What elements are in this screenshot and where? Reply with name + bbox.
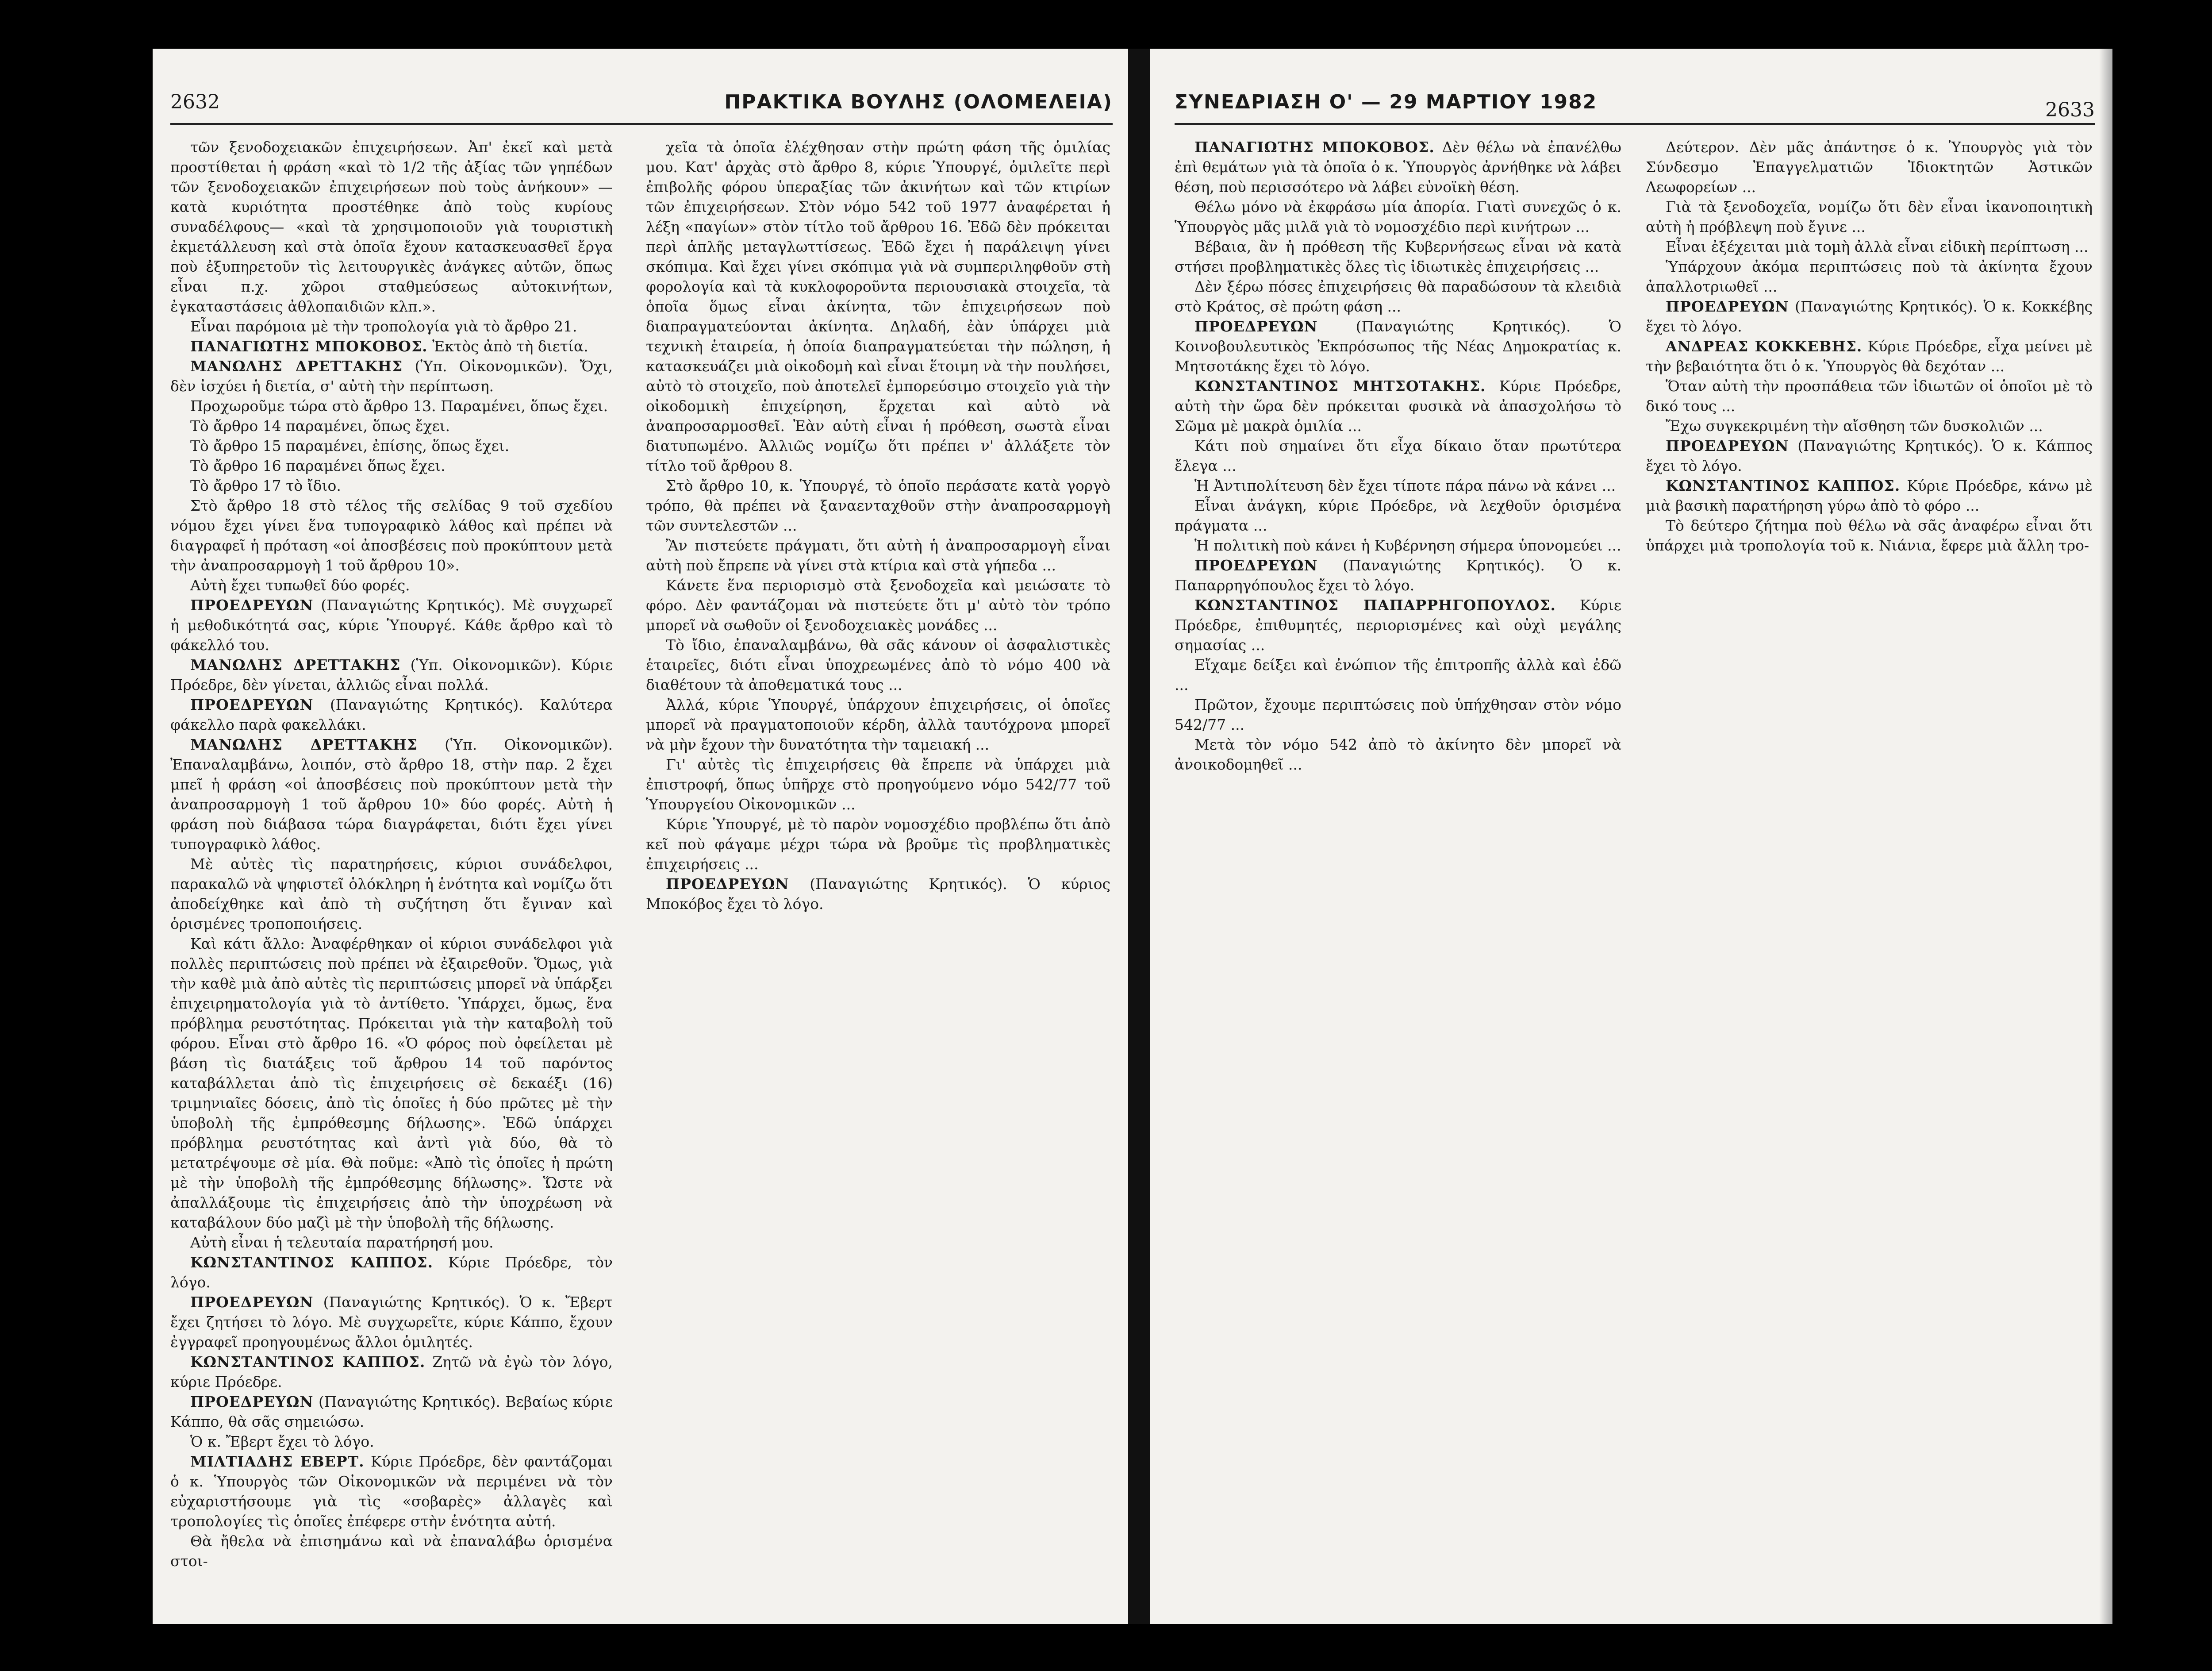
paragraph-text: Τὸ ἄρθρο 15 παραμένει, ἐπίσης, ὅπως ἔχει. bbox=[190, 437, 510, 454]
paragraph bbox=[646, 476, 1110, 535]
speaker-name: ΠΡΟΕΔΡΕΥΩΝ bbox=[666, 875, 789, 893]
paragraph bbox=[170, 1432, 613, 1452]
paragraph bbox=[646, 814, 1110, 874]
paragraph-text: Εἶναι ἐξέχειται μιὰ τομὴ ἀλλὰ εἶναι εἰδικὴ περίπτωση ... bbox=[1666, 238, 2089, 255]
paragraph-text: Μετὰ τὸν νόμο 542 ἀπὸ τὸ ἀκίνητο δὲν μπορεῖ νὰ ἀνοικοδομηθεῖ ... bbox=[1175, 736, 1621, 773]
paragraph-text: (Παναγιώτης Κρητικός). Ὁ κύριος Μποκόβος ἔχει τὸ λόγο. bbox=[646, 875, 1110, 913]
paragraph-text: χεῖα τὰ ὁποῖα ἐλέχθησαν στὴν πρώτη φάση τῆς ὁμιλίας μου. Κατ' ἀρχὰς στὸ ἄρθρο 8, κύριε Ὑπουργέ, ὁμιλεῖτε περὶ ἐπιβολῆς φόρου ὑπεραξίας τῶν ἀκινήτων καὶ τῶν κτιρίων τῶν ἐπιχειρήσεων. Στὸν νόμο 542 τοῦ 1977 ἀναφέρεται ἡ λέξη «παγίων» στὸν τίτλο τοῦ ἄρθρου 16. Ἐδῶ δὲν πρόκειται περὶ ἁπλῆς μεταγλωττίσεως. Ἐδῶ ἔχει ἡ παράλειψη γίνει σκόπιμα. Καὶ ἔχει γίνει σκόπιμα γιὰ νὰ συμπεριληφθοῦν στὴ φορολογία καὶ τὰ κυκλοφοροῦντα περιουσιακὰ στοιχεῖα, τὰ ὁποῖα ὅμως εἶναι ἀκίνητα, τῶν ἐπιχειρήσεων ποὺ διαπραγματεύονται ἀκίνητα. Δηλαδή, ἐὰν ὑπάρχει μιὰ τεχνικὴ ἑταιρεία, ἡ ὁποία διαπραγματεύεται τὴν πώληση, ἡ κατασκευάζει μιὰ οἰκοδομὴ καὶ εἶναι ἕτοιμη νὰ τὴν πουλήσει, αὐτὸ τὸ στοιχεῖο, ποὺ ἀποτελεῖ ἐμπορεύσιμο στοιχεῖο γιὰ τὴν οἰκοδομικὴ ἐπιχείρηση, ἔρχεται καὶ αὐτὸ νὰ ἀναπροσαρμοσθεῖ. Ἐὰν αὐτὴ εἶναι ἡ πρόθεση, σωστὰ εἶναι διατυπωμένο. Ἀλλιῶς νομίζω ὅτι πρέπει ν' ἀλλάξετε τὸν τίτλο τοῦ ἄρθρου 8. bbox=[646, 139, 1110, 474]
paragraph bbox=[170, 854, 613, 934]
paragraph bbox=[1646, 237, 2093, 257]
paragraph bbox=[170, 436, 613, 456]
left-page bbox=[153, 49, 1128, 1624]
speaker-name: ΠΡΟΕΔΡΕΥΩΝ bbox=[190, 597, 314, 614]
paragraph bbox=[170, 416, 613, 436]
speaker-name: ΠΑΝΑΓΙΩΤΗΣ ΜΠΟΚΟΒΟΣ. bbox=[1194, 139, 1435, 156]
speaker-name: ΠΡΟΕΔΡΕΥΩΝ bbox=[1666, 437, 1789, 454]
paragraph bbox=[1175, 436, 1621, 476]
right-column-1 bbox=[1175, 137, 1621, 1580]
paragraph-text: Τὸ ἄρθρο 16 παραμένει ὅπως ἔχει. bbox=[190, 457, 445, 474]
paragraph-text: Ζητῶ νὰ ἐγὼ τὸν λόγο, κύριε Πρόεδρε. bbox=[170, 1353, 613, 1390]
paragraph-text: (Παναγιώτης Κρητικός). Ὁ κ. Ἔβερτ ἔχει ζητήσει τὸ λόγο. Μὲ συγχωρεῖτε, κύριε Κάππο, ἔχουν ἐγγραφεῖ προηγουμένως ἄλλοι ὁμιλητές. bbox=[170, 1294, 613, 1351]
paragraph bbox=[1646, 516, 2093, 555]
paragraph-text: (Παναγιώτης Κρητικός). Βεβαίως κύριε Κάππο, θὰ σᾶς σημειώσω. bbox=[170, 1393, 613, 1430]
paragraph-text: Βέβαια, ἂν ἡ πρόθεση τῆς Κυβερνήσεως εἶναι νὰ κατὰ στήσει προβληματικὲς ὅλες τὶς ἰδιωτικὲς ἐπιχειρήσεις ... bbox=[1175, 238, 1621, 275]
paragraph bbox=[1175, 695, 1621, 735]
paragraph-text: (Παναγιώτης Κρητικός). Ὁ κ. Παπαρρηγόπουλος ἔχει τὸ λόγο. bbox=[1175, 557, 1621, 594]
paragraph-text: Κάτι ποὺ σημαίνει ὅτι εἶχα δίκαιο ὅταν πρωτύτερα ἔλεγα ... bbox=[1175, 437, 1621, 474]
paragraph bbox=[170, 336, 613, 356]
paragraph bbox=[1175, 277, 1621, 316]
paragraph-text: Τὸ δεύτερο ζήτημα ποὺ θέλω νὰ σᾶς ἀναφέρω εἶναι ὅτι ὑπάρχει μιὰ τροπολογία τοῦ κ. Νιάνια, ἔφερε μιὰ ἄλλη τρο- bbox=[1646, 517, 2093, 554]
paragraph-text: (Παναγιώτης Κρητικός). Ὁ κ. Κάππος ἔχει τὸ λόγο. bbox=[1646, 437, 2093, 474]
paragraph bbox=[170, 735, 613, 854]
paragraph bbox=[1646, 336, 2093, 376]
paragraph-text: Κύριε Πρόεδρε, δὲν φαντάζομαι ὁ κ. Ὑπουργὸς τῶν Οἰκονομικῶν νὰ περιμένει νὰ τὸν εὐχαριστήσουμε γιὰ τὶς «σοβαρὲς» ἀλλαγὲς καὶ τροπολογίες τὶς ὁποῖες ἐπέφερε στὴν ἑνότητα αὐτή. bbox=[170, 1453, 613, 1530]
speaker-name: ΚΩΝΣΤΑΝΤΙΝΟΣ ΚΑΠΠΟΣ. bbox=[190, 1254, 434, 1271]
paragraph bbox=[646, 635, 1110, 695]
paragraph-text: Αὐτὴ εἶναι ἡ τελευταία παρατήρησή μου. bbox=[190, 1234, 494, 1251]
paragraph bbox=[1646, 257, 2093, 296]
paragraph-text: Ὁ κ. Ἔβερτ ἔχει τὸ λόγο. bbox=[190, 1433, 374, 1450]
paragraph bbox=[646, 755, 1110, 814]
paragraph-text: (Παναγιώτης Κρητικός). Καλύτερα φάκελλο παρὰ φακελλάκι. bbox=[170, 696, 613, 733]
right-column-2 bbox=[1646, 137, 2093, 1580]
paragraph bbox=[170, 1232, 613, 1252]
left-column-1 bbox=[170, 137, 613, 1580]
paragraph-text: Θέλω μόνο νὰ ἐκφράσω μία ἀπορία. Γιατὶ συνεχῶς ὁ κ. Ὑπουργὸς μᾶς μιλᾶ γιὰ τὸ νομοσχέδιο περὶ κινήτρων ... bbox=[1175, 198, 1621, 235]
paragraph-text: Εἶναι ἀνάγκη, κύριε Πρόεδρε, νὰ λεχθοῦν ὁρισμένα πράγματα ... bbox=[1175, 497, 1621, 534]
paragraph-text: Κύριε Πρόεδρε, εἶχα μείνει μὲ τὴν βεβαιότητα ὅτι ὁ κ. Ὑπουργὸς θὰ δεχόταν ... bbox=[1646, 338, 2093, 375]
paragraph bbox=[1175, 476, 1621, 496]
right-header-rule bbox=[1175, 123, 2095, 125]
paragraph bbox=[170, 1452, 613, 1531]
paragraph bbox=[646, 137, 1110, 476]
speaker-name: ΠΡΟΕΔΡΕΥΩΝ bbox=[190, 1294, 314, 1311]
paragraph-text: (Παναγιώτης Κρητικός). Μὲ συγχωρεῖ ἡ μεθοδικότητά σας, κύριε Ὑπουργέ. Κάθε ἄρθρο καὶ τὸ φάκελλό του. bbox=[170, 597, 613, 654]
paragraph bbox=[170, 655, 613, 695]
paragraph-text: Εἴχαμε δείξει καὶ ἐνώπιον τῆς ἐπιτροπῆς ἀλλὰ καὶ ἐδῶ ... bbox=[1175, 656, 1621, 693]
paragraph bbox=[170, 1352, 613, 1392]
paragraph bbox=[170, 1252, 613, 1292]
paragraph bbox=[170, 695, 613, 735]
paragraph bbox=[646, 535, 1110, 575]
paragraph bbox=[170, 356, 613, 396]
paragraph bbox=[1175, 197, 1621, 237]
paragraph bbox=[1646, 436, 2093, 476]
right-running-title: ΣΥΝΕΔΡΙΑΣΗ Ο' — 29 ΜΑΡΤΙΟΥ 1982 bbox=[1175, 91, 1598, 113]
paragraph-text: (Ὑπ. Οἰκονομικῶν). Ἐπαναλαμβάνω, λοιπόν, στὸ ἄρθρο 18, στὴν παρ. 2 ἔχει μπεῖ ἡ φράση «οἱ ἀποσβέσεις ποὺ προκύπτουν μετὰ τὴν ἀναπροσαρμογὴ 1 τοῦ ἄρθρου 10» δύο φορές. Αὐτὴ ἡ φράση ποὺ διάβασα τώρα διαγράφεται, διότι ἔχει γίνει τυπογραφικὸ λάθος. bbox=[170, 736, 613, 853]
right-page-edge-shadow bbox=[2099, 49, 2112, 1624]
paragraph bbox=[170, 1292, 613, 1352]
speaker-name: ΠΡΟΕΔΡΕΥΩΝ bbox=[1194, 557, 1318, 574]
paragraph-text: (Παναγιώτης Κρητικός). Ὁ Κοινοβουλευτικὸς Ἐκπρόσωπος τῆς Νέας Δημοκρατίας κ. Μητσοτάκης ἔχει τὸ λόγο. bbox=[1175, 318, 1621, 375]
paragraph bbox=[1646, 416, 2093, 436]
speaker-name: ΚΩΝΣΤΑΝΤΙΝΟΣ ΜΗΤΣΟΤΑΚΗΣ. bbox=[1194, 377, 1486, 395]
left-running-title: ΠΡΑΚΤΙΚΑ ΒΟΥΛΗΣ (ΟΛΟΜΕΛΕΙΑ) bbox=[724, 91, 1113, 113]
paragraph-text: Θὰ ἤθελα νὰ ἐπισημάνω καὶ νὰ ἐπαναλάβω ὁρισμένα στοι- bbox=[170, 1532, 613, 1570]
paragraph-text: τῶν ξενοδοχειακῶν ἐπιχειρήσεων. Ἀπ' ἐκεῖ καὶ μετὰ προστίθεται ἡ φράση «καὶ τὸ 1/2 τῆς ἀξίας τῶν γηπέδων τῶν ξενοδοχειακῶν ἐπιχειρήσεων ποὺ τοὺς ἀνήκουν» —κατὰ κυριότητα προστέθηκε ἀπὸ τοὺς κυρίους συναδέλφους— «καὶ τὰ χρησιμοποιοῦν γιὰ τουριστικὴ ἐκμετάλλευση καὶ στὰ ὁποῖα ἔχουν κατασκευασθεῖ ἔργα ποὺ ἐξυπηρετοῦν τὶς λειτουργικὲς ἀνάγκες αὐτῶν, ὅπως εἶναι π.χ. χῶροι σταθμεύσεως αὐτοκινήτων, ἐγκαταστάσεις ἀθλοπαιδιῶν κλπ.». bbox=[170, 139, 613, 315]
paragraph-text: Αὐτὴ ἔχει τυπωθεῖ δύο φορές. bbox=[190, 577, 410, 594]
paragraph-text: Πρῶτον, ἔχουμε περιπτώσεις ποὺ ὑπήχθησαν στὸν νόμο 542/77 ... bbox=[1175, 696, 1621, 733]
paragraph-text: Γι' αὐτὲς τὶς ἐπιχειρήσεις θὰ ἔπρεπε νὰ ὑπάρχει μιὰ ἐπιστροφή, ὅπως ὑπῆρχε στὸ προηγούμενο νόμο 542/77 τοῦ Ὑπουργείου Οἰκονομικῶν ... bbox=[646, 756, 1110, 813]
paragraph bbox=[170, 396, 613, 416]
paragraph bbox=[170, 934, 613, 1232]
right-page bbox=[1150, 49, 2112, 1624]
paragraph bbox=[1646, 137, 2093, 197]
paragraph bbox=[170, 1531, 613, 1571]
speaker-name: ΠΡΟΕΔΡΕΥΩΝ bbox=[1666, 298, 1789, 315]
book-spine bbox=[1128, 49, 1150, 1624]
speaker-name: ΠΡΟΕΔΡΕΥΩΝ bbox=[190, 1393, 314, 1410]
speaker-name: ΚΩΝΣΤΑΝΤΙΝΟΣ ΚΑΠΠΟΣ. bbox=[1666, 477, 1901, 494]
paragraph-text: (Ὑπ. Οἰκονομικῶν). Ὄχι, δὲν ἰσχύει ἡ διετία, σ' αὐτὴ τὴν περίπτωση. bbox=[170, 358, 613, 395]
paragraph bbox=[1175, 655, 1621, 695]
paragraph bbox=[1175, 535, 1621, 555]
left-running-head bbox=[153, 91, 1128, 122]
paragraph bbox=[1646, 376, 2093, 416]
right-running-head bbox=[1150, 91, 2112, 122]
speaker-name: ΜΑΝΩΛΗΣ ΔΡΕΤΤΑΚΗΣ bbox=[190, 656, 401, 674]
speaker-name: ΚΩΝΣΤΑΝΤΙΝΟΣ ΠΑΠΑΡΡΗΓΟΠΟΥΛΟΣ. bbox=[1194, 597, 1556, 614]
paragraph-text: Ἀλλά, κύριε Ὑπουργέ, ὑπάρχουν ἐπιχειρήσεις, οἱ ὁποῖες μπορεῖ νὰ πραγματοποιοῦν κέρδη, ἀλλὰ ταυτόχρονα μπορεῖ νὰ μὴν ἔχουν τὴν δυνατότητα τὴν ταμειακή ... bbox=[646, 696, 1110, 753]
paragraph bbox=[646, 874, 1110, 914]
paragraph bbox=[1175, 316, 1621, 376]
paragraph-text: Δεύτερον. Δὲν μᾶς ἀπάντησε ὁ κ. Ὑπουργὸς γιὰ τὸν Σύνδεσμο Ἐπαγγελματιῶν Ἰδιοκτητῶν Ἀστικῶν Λεωφορείων ... bbox=[1646, 139, 2093, 196]
paragraph-text: (Ὑπ. Οἰκονομικῶν). Κύριε Πρόεδρε, δὲν γίνεται, ἀλλιῶς εἶναι πολλά. bbox=[170, 656, 613, 693]
paragraph-text: Ἂν πιστεύετε πράγματι, ὅτι αὐτὴ ἡ ἀναπροσαρμογὴ εἶναι αὐτὴ ποὺ ἔπρεπε νὰ γίνει στὰ κτίρια καὶ στὰ γήπεδα ... bbox=[646, 537, 1110, 574]
left-column-2 bbox=[646, 137, 1110, 1580]
paragraph-text: Κύριε Πρόεδρε, ἐπιθυμητές, περιορισμένες καὶ οὐχὶ μεγάλης σημασίας ... bbox=[1175, 597, 1621, 654]
paragraph-text: Μὲ αὐτὲς τὶς παρατηρήσεις, κύριοι συνάδελφοι, παρακαλῶ νὰ ψηφιστεῖ ὁλόκληρη ἡ ἑνότητα καὶ νομίζω ὅτι ἀποδείχθηκε καὶ ἀπὸ τὴ συζήτηση ὅτι ἔγιναν καὶ ὁρισμένες τροποποιήσεις. bbox=[170, 855, 613, 932]
paragraph bbox=[170, 496, 613, 575]
paragraph bbox=[646, 695, 1110, 755]
paragraph bbox=[170, 316, 613, 336]
paragraph bbox=[170, 575, 613, 595]
speaker-name: ΑΝΔΡΕΑΣ ΚΟΚΚΕΒΗΣ. bbox=[1666, 338, 1863, 355]
speaker-name: ΚΩΝΣΤΑΝΤΙΝΟΣ ΚΑΠΠΟΣ. bbox=[190, 1353, 426, 1371]
paragraph-text: Προχωροῦμε τώρα στὸ ἄρθρο 13. Παραμένει, ὅπως ἔχει. bbox=[190, 397, 608, 415]
paragraph bbox=[1646, 476, 2093, 516]
paragraph-text: Ἡ πολιτικὴ ποὺ κάνει ἡ Κυβέρνηση σήμερα ὑπονομεύει ... bbox=[1194, 537, 1621, 554]
paragraph-text: Κύριε Πρόεδρε, αὐτὴ τὴν ὥρα δὲν πρόκειται φυσικὰ νὰ ἀπασχολήσω τὸ Σῶμα μὲ μακρὰ ὁμιλία ... bbox=[1175, 377, 1621, 435]
paragraph bbox=[170, 1392, 613, 1432]
paragraph bbox=[170, 476, 613, 496]
paragraph-text: Τὸ ἄρθρο 17 τὸ ἴδιο. bbox=[190, 477, 341, 494]
paragraph bbox=[170, 595, 613, 655]
speaker-name: ΜΙΛΤΙΑΔΗΣ ΕΒΕΡΤ. bbox=[190, 1453, 365, 1470]
paragraph bbox=[1175, 496, 1621, 535]
speaker-name: ΜΑΝΩΛΗΣ ΔΡΕΤΤΑΚΗΣ bbox=[190, 358, 403, 375]
speaker-name: ΠΑΝΑΓΙΩΤΗΣ ΜΠΟΚΟΒΟΣ. bbox=[190, 338, 428, 355]
paragraph-text: Δὲν ξέρω πόσες ἐπιχειρήσεις θὰ παραδώσουν τὰ κλειδιὰ στὸ Κράτος, σὲ πρώτη φάση ... bbox=[1175, 278, 1621, 315]
paragraph bbox=[646, 575, 1110, 635]
paragraph-text: Τὸ ἄρθρο 14 παραμένει, ὅπως ἔχει. bbox=[190, 417, 450, 435]
left-header-rule bbox=[170, 123, 1113, 125]
paragraph bbox=[170, 137, 613, 316]
paragraph-text: Στὸ ἄρθρο 10, κ. Ὑπουργέ, τὸ ὁποῖο περάσατε κατὰ γοργὸ τρόπο, θὰ πρέπει νὰ ξαναενταχθοῦν στὴν ἀναπροσαρμογὴ τῶν συντελεστῶν ... bbox=[646, 477, 1110, 534]
paragraph-text: Ὑπάρχουν ἀκόμα περιπτώσεις ποὺ τὰ ἀκίνητα ἔχουν ἀπαλλοτριωθεῖ ... bbox=[1646, 258, 2093, 295]
left-page-number: 2632 bbox=[170, 91, 220, 113]
paragraph bbox=[1175, 376, 1621, 436]
paragraph bbox=[1175, 237, 1621, 277]
paragraph-text: Στὸ ἄρθρο 18 στὸ τέλος τῆς σελίδας 9 τοῦ σχεδίου νόμου ἔχει γίνει ἕνα τυπογραφικὸ λάθος καὶ πρέπει νὰ διαγραφεῖ ἡ πρόταση «οἱ ἀποσβέσεις ποὺ προκύπτουν μετὰ τὴν ἀναπροσαρμογὴ 1 τοῦ ἄρθρου 10». bbox=[170, 497, 613, 574]
paragraph-text: Ἐκτὸς ἀπὸ τὴ διετία. bbox=[432, 338, 588, 355]
paragraph-text: (Παναγιώτης Κρητικός). Ὁ κ. Κοκκέβης ἔχει τὸ λόγο. bbox=[1646, 298, 2093, 335]
paragraph-text: Γιὰ τὰ ξενοδοχεῖα, νομίζω ὅτι δὲν εἶναι ἱκανοποιητικὴ αὐτὴ ἡ πρόβλεψη ποὺ ἔγινε ... bbox=[1646, 198, 2093, 235]
paragraph bbox=[1646, 197, 2093, 237]
paragraph-text: Κύριε Πρόεδρε, τὸν λόγο. bbox=[170, 1254, 613, 1291]
right-page-number: 2633 bbox=[2045, 99, 2095, 121]
speaker-name: ΜΑΝΩΛΗΣ ΔΡΕΤΤΑΚΗΣ bbox=[190, 736, 418, 753]
paragraph bbox=[1175, 595, 1621, 655]
paragraph bbox=[170, 456, 613, 476]
paragraph-text: Καὶ κάτι ἄλλο: Ἀναφέρθηκαν οἱ κύριοι συνάδελφοι γιὰ πολλὲς περιπτώσεις ποὺ πρέπει νὰ ἐξαιρεθοῦν. Ὅμως, γιὰ τὴν καθὲ μιὰ ἀπὸ αὐτὲς τὶς περιπτώσεις μπορεῖ νὰ ὑπάρξει ἐπιχειρηματολογία γιὰ τὸ ἀντίθετο. Ὑπάρχει, ὅμως, ἕνα πρόβλημα ρευστότητας. Πρόκειται γιὰ τὴν καταβολὴ τοῦ φόρου. Εἶναι στὸ ἄρθρο 16. «Ὁ φόρος ποὺ ὀφείλεται μὲ βάση τὶς διατάξεις τοῦ ἄρθρου 14 τοῦ παρόντος καταβάλλεται ἀπὸ τὶς ἐπιχειρήσεις σὲ δεκαέξι (16) τριμηνιαῖες δόσεις, ἀπὸ τὶς ὁποῖες ἡ δύο πρῶτες μὲ τὴν ὑποβολὴ τῆς ἐμπρόθεσμης δήλωσης». Ἐδῶ ὑπάρχει πρόβλημα ρευστότητας καὶ ἀντὶ γιὰ δύο, θὰ τὸ μετατρέψουμε σὲ μία. Θὰ ποῦμε: «Ἀπὸ τὶς ὁποῖες ἡ πρώτη μὲ τὴν ὑποβολὴ τῆς ἐμπρόθεσμης δήλωσης». Ὥστε νὰ ἀπαλλάξουμε τὶς ἐπιχειρήσεις ἀπὸ τὴν ὑποχρέωση νὰ καταβάλουν δύο μαζὶ μὲ τὴν ὑποβολὴ τῆς δήλωσης. bbox=[170, 935, 613, 1231]
paragraph-text: Δὲν θέλω νὰ ἐπανέλθω ἐπὶ θεμάτων γιὰ τὰ ὁποῖα ὁ κ. Ὑπουργὸς ἀρνήθηκε νὰ λάβει θέση, ποὺ περισσότερο νὰ λάβει εὐνοϊκὴ θέση. bbox=[1175, 139, 1621, 196]
speaker-name: ΠΡΟΕΔΡΕΥΩΝ bbox=[1194, 318, 1318, 335]
paragraph-text: Ἡ Ἀντιπολίτευση δὲν ἔχει τίποτε πάρα πάνω νὰ κάνει ... bbox=[1194, 477, 1616, 494]
paragraph bbox=[1175, 735, 1621, 774]
paragraph-text: Κύριε Ὑπουργέ, μὲ τὸ παρὸν νομοσχέδιο προβλέπω ὅτι ἀπὸ κεῖ ποὺ φάγαμε μέχρι τώρα νὰ βροῦμε τὶς προβληματικὲς ἐπιχειρήσεις ... bbox=[646, 816, 1110, 873]
paragraph bbox=[1175, 555, 1621, 595]
paragraph-text: Τὸ ἴδιο, ἐπαναλαμβάνω, θὰ σᾶς κάνουν οἱ ἀσφαλιστικὲς ἑταιρεῖες, διότι εἶναι ὑποχρεωμένες ἀπὸ τὸ νόμο 400 νὰ διαθέτουν τὰ ἀποθεματικά τους ... bbox=[646, 636, 1110, 693]
paragraph-text: Ὅταν αὐτὴ τὴν προσπάθεια τῶν ἰδιωτῶν οἱ ὁποῖοι μὲ τὸ δικό τους ... bbox=[1646, 377, 2093, 415]
speaker-name: ΠΡΟΕΔΡΕΥΩΝ bbox=[190, 696, 314, 713]
paragraph-text: Κάνετε ἕνα περιορισμὸ στὰ ξενοδοχεῖα καὶ μειώσατε τὸ φόρο. Δὲν φαντάζομαι νὰ πιστεύετε ὅτι μ' αὐτὸ τὸν τρόπο μπορεῖ νὰ σωθοῦν οἱ ξενοδοχειακὲς μονάδες ... bbox=[646, 577, 1110, 634]
paragraph-text: Κύριε Πρόεδρε, κάνω μὲ μιὰ βασικὴ παρατήρηση γύρω ἀπὸ τὸ φόρο ... bbox=[1646, 477, 2093, 514]
paragraph-text: Ἔχω συγκεκριμένη τὴν αἴσθηση τῶν δυσκολιῶν ... bbox=[1666, 417, 2043, 435]
paragraph bbox=[1646, 296, 2093, 336]
paragraph bbox=[1175, 137, 1621, 197]
paragraph-text: Εἶναι παρόμοια μὲ τὴν τροπολογία γιὰ τὸ ἄρθρο 21. bbox=[190, 318, 577, 335]
